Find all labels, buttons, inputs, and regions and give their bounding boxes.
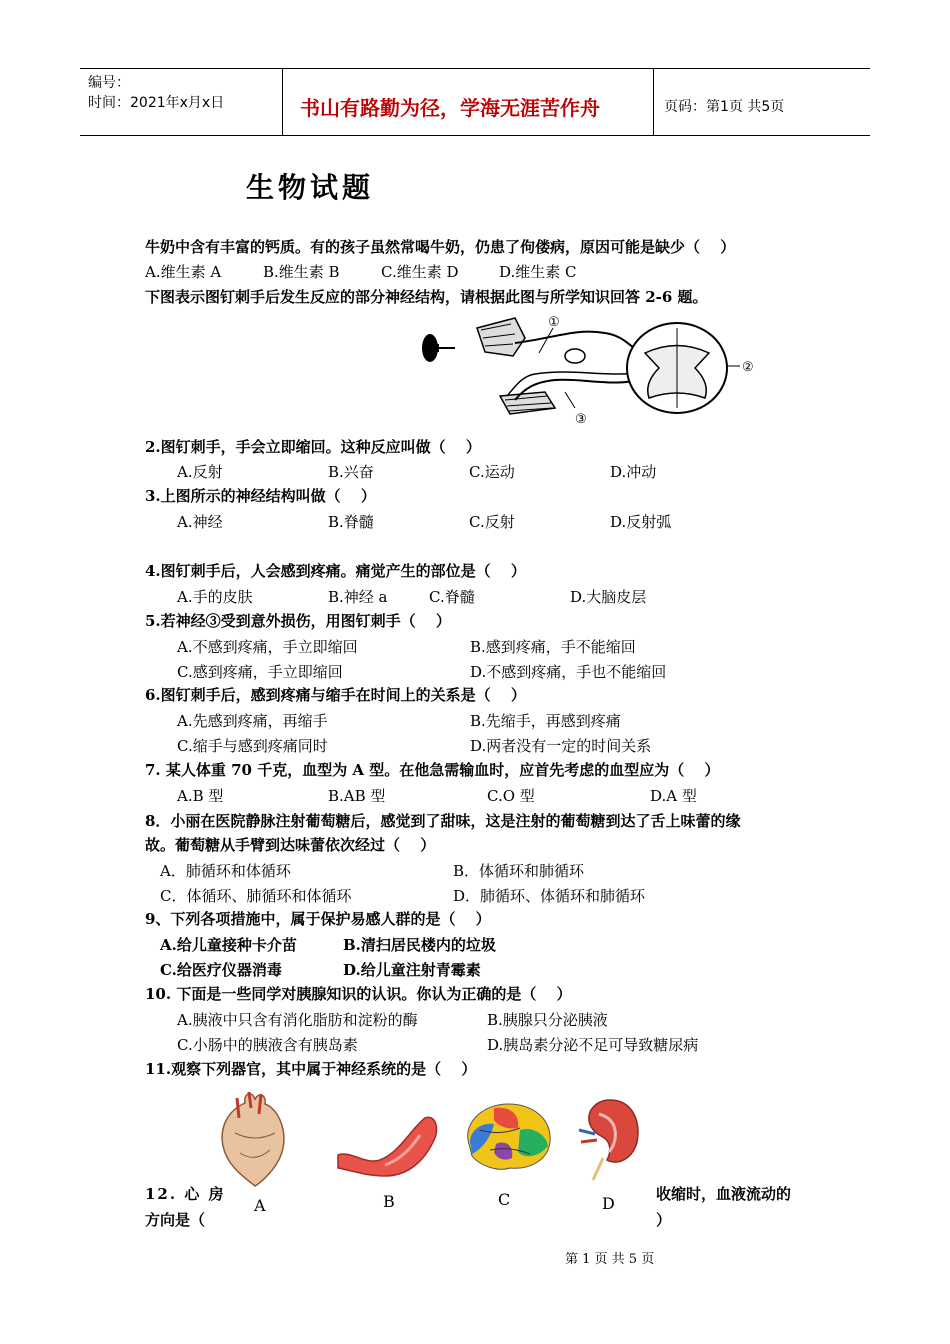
question-7-stem: 7. 某人体重 70 千克，血型为 A 型。在他急需输血时，应首先考虑的血型应为（ ）	[145, 761, 720, 779]
question-12-stem-left: 12. 心 房	[145, 1185, 226, 1203]
doc-time-label: 时间：2021年x月x日	[88, 95, 225, 111]
spinal-cord-icon	[627, 323, 727, 413]
question-2-stem: 2.图钉刺手，手会立即缩回。这种反应叫做（ ）	[145, 438, 481, 456]
question-5-stem: 5.若神经③受到意外损伤，用图钉刺手（ ）	[145, 612, 451, 630]
q8-option-d: D．肺循环、体循环和肺循环	[453, 887, 646, 905]
figure-instruction: 下图表示图钉刺手后发生反应的部分神经结构，请根据此图与所学知识回答 2-6 题。	[145, 288, 708, 306]
q6-option-c: C.缩手与感到疼痛同时	[177, 737, 328, 755]
q5-option-b: B.感到疼痛，手不能缩回	[470, 638, 636, 656]
q2-option-a: A.反射	[177, 463, 223, 481]
q7-option-c: C.O 型	[487, 787, 535, 805]
question-6-stem: 6.图钉刺手后，感到疼痛与缩手在时间上的关系是（ ）	[145, 686, 526, 704]
thumbtack-icon	[422, 334, 455, 362]
q4-option-d: D.大脑皮层	[570, 588, 647, 606]
q10-option-b: B.胰腺只分泌胰液	[487, 1011, 608, 1029]
ganglion	[565, 349, 585, 363]
q9-option-b: B.清扫居民楼内的垃圾	[343, 936, 496, 954]
question-4-stem: 4.图钉刺手后，人会感到疼痛。痛觉产生的部位是（ ）	[145, 562, 526, 580]
q9-option-a: A.给儿童接种卡介苗	[160, 936, 297, 954]
q4-option-a: A.手的皮肤	[177, 588, 253, 606]
q7-option-a: A.B 型	[177, 787, 224, 805]
q3-option-d: D.反射弧	[610, 513, 672, 531]
q7-option-b: B.AB 型	[328, 787, 386, 805]
q2-option-b: B.兴奋	[328, 463, 374, 481]
q11-option-b: B	[383, 1192, 395, 1211]
q5-option-c: C.感到疼痛，手立即缩回	[177, 663, 343, 681]
q7-option-d: D.A 型	[650, 787, 697, 805]
header-divider-left	[282, 68, 283, 136]
q5-option-d: D.不感到疼痛，手也不能缩回	[470, 663, 667, 681]
header-page-info: 页码：第1页 共5页	[664, 99, 785, 115]
brain-icon	[460, 1100, 556, 1176]
label-3: ③	[575, 412, 587, 427]
q2-option-c: C.运动	[469, 463, 515, 481]
heart-icon	[215, 1088, 295, 1188]
question-9-stem: 9、下列各项措施中，属于保护易感人群的是（ ）	[145, 910, 491, 928]
q9-option-c: C.给医疗仪器消毒	[160, 961, 282, 979]
q1-option-d: D.维生素 C	[499, 263, 577, 281]
reflex-arc-figure	[415, 308, 765, 433]
q6-option-a: A.先感到疼痛，再缩手	[177, 712, 328, 730]
header-top-rule	[80, 68, 870, 69]
question-10-stem: 10. 下面是一些同学对胰腺知识的认识。你认为正确的是（ ）	[145, 985, 572, 1003]
q4-option-b: B.神经 a	[328, 588, 388, 606]
q11-option-a: A	[254, 1196, 266, 1215]
label-1: ①	[548, 315, 560, 330]
skin-receptor-icon	[477, 318, 525, 356]
kidney-icon	[575, 1096, 645, 1182]
doc-number-label: 编号：	[88, 75, 130, 91]
header-motto: 书山有路勤为径，学海无涯苦作舟	[300, 96, 600, 120]
q1-option-c: C.维生素 D	[381, 263, 459, 281]
header-divider-right	[653, 68, 654, 136]
q8-option-a: A．肺循环和体循环	[160, 862, 291, 880]
q8-option-b: B．体循环和肺循环	[453, 862, 585, 880]
question-8-stem-line2: 故。葡萄糖从手臂到达味蕾依次经过（ ）	[145, 836, 436, 854]
q10-option-a: A.胰液中只含有消化脂肪和淀粉的酶	[177, 1011, 418, 1029]
q3-option-a: A.神经	[177, 513, 223, 531]
q10-option-d: D.胰岛素分泌不足可导致糖尿病	[487, 1036, 699, 1054]
question-12-stem-right2: ）	[656, 1211, 672, 1229]
question-1-stem: 牛奶中含有丰富的钙质。有的孩子虽然常喝牛奶，仍患了佝偻病，原因可能是缺少（ ）	[145, 238, 736, 256]
stomach-icon	[330, 1110, 442, 1180]
question-8-stem: 8．小丽在医院静脉注射葡萄糖后，感觉到了甜味，这是注射的葡萄糖到达了舌上味蕾的缘	[145, 812, 741, 830]
question-11-stem: 11.观察下列器官，其中属于神经系统的是（ ）	[145, 1060, 477, 1078]
q1-option-b: B.维生素 B	[263, 263, 340, 281]
q9-option-d: D.给儿童注射青霉素	[343, 961, 481, 979]
q11-option-d: D	[602, 1194, 615, 1213]
question-12-stem-right: 收缩时，血液流动的	[656, 1185, 792, 1203]
q5-option-a: A.不感到疼痛，手立即缩回	[177, 638, 358, 656]
q4-option-c: C.脊髓	[429, 588, 475, 606]
q6-option-b: B.先缩手，再感到疼痛	[470, 712, 621, 730]
question-3-stem: 3.上图所示的神经结构叫做（ ）	[145, 487, 376, 505]
q3-option-c: C.反射	[469, 513, 515, 531]
question-12-stem-left2: 方向是（	[145, 1211, 206, 1229]
q8-option-c: C．体循环、肺循环和体循环	[160, 887, 352, 905]
q2-option-d: D.冲动	[610, 463, 657, 481]
header-bottom-rule	[80, 135, 870, 136]
q3-option-b: B.脊髓	[328, 513, 374, 531]
label-2: ②	[742, 360, 754, 375]
q6-option-d: D.两者没有一定的时间关系	[470, 737, 652, 755]
q11-option-c: C	[498, 1190, 511, 1209]
page-title: 生物试题	[246, 171, 375, 204]
page-footer: 第 1 页 共 5 页	[565, 1252, 655, 1267]
q10-option-c: C.小肠中的胰液含有胰岛素	[177, 1036, 358, 1054]
q1-option-a: A.维生素 A	[145, 263, 222, 281]
